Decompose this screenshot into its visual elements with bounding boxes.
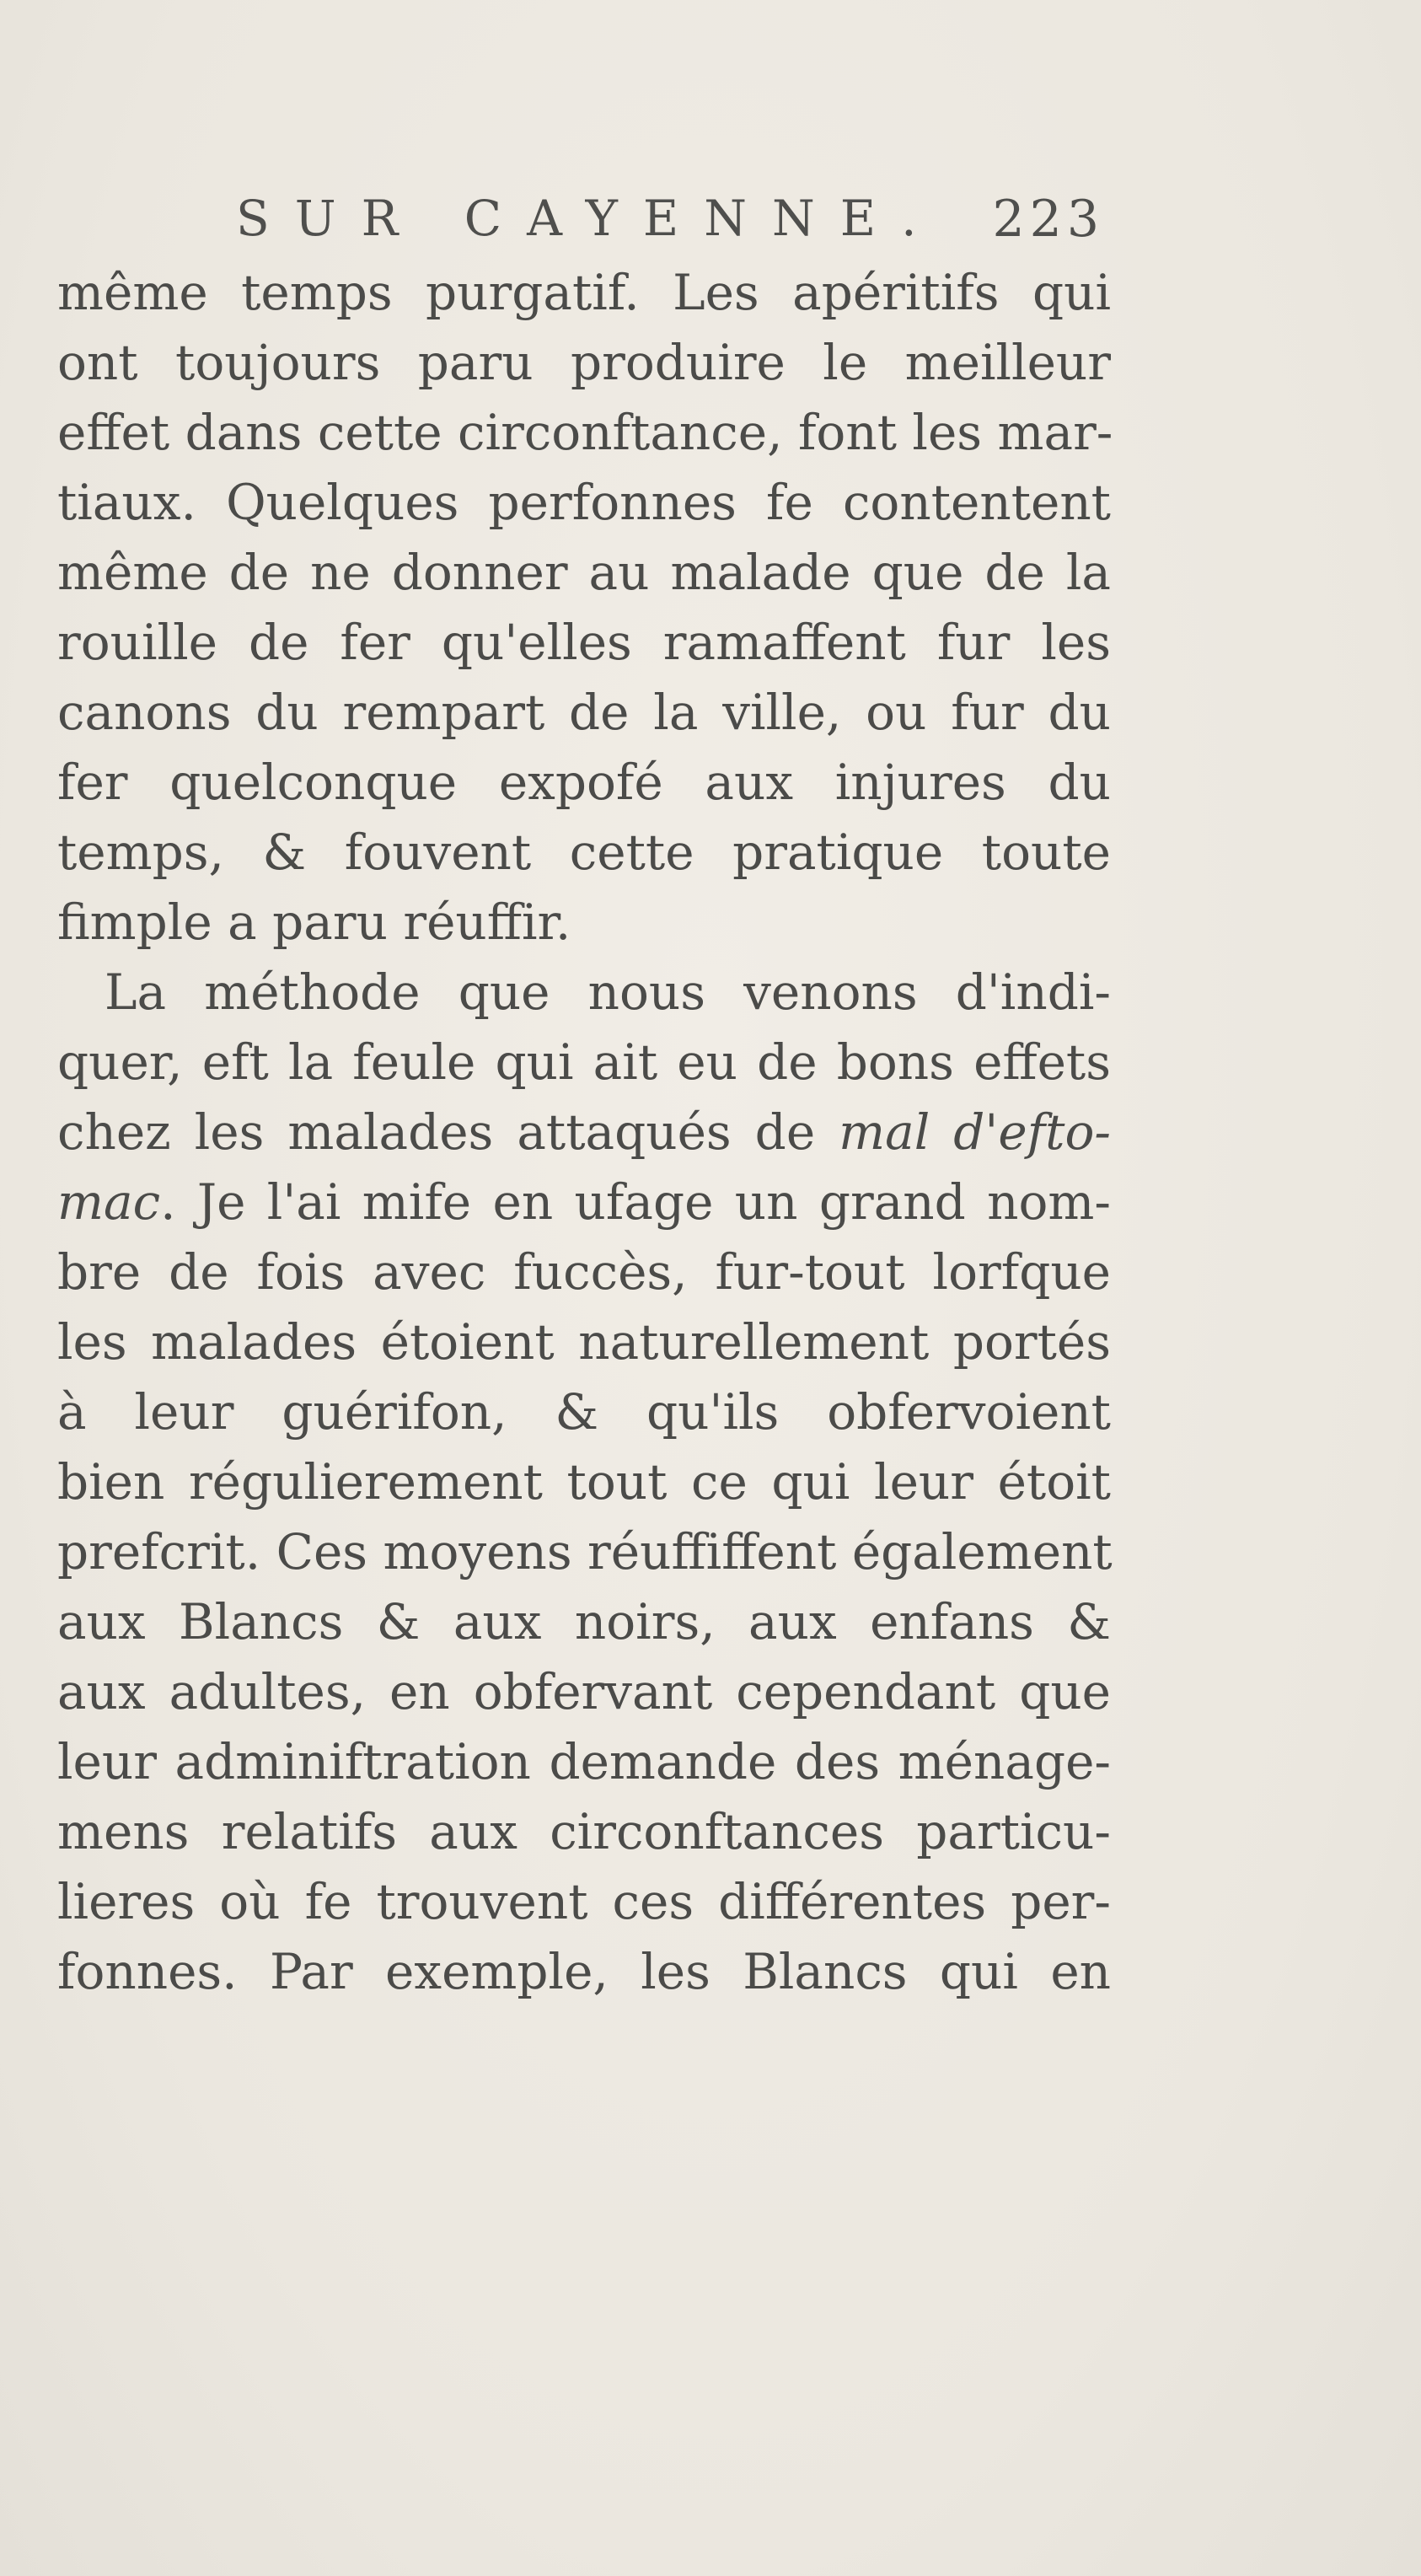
text-line: canons du rempart de la ville, ou fur du [57, 684, 1111, 741]
text-line: fimple a paru réuffir. [57, 894, 571, 951]
text-line: fonnes. Par exemple, les Blancs qui en [57, 1943, 1111, 2000]
text-line: même temps purgatif. Les apéritifs qui [57, 264, 1111, 321]
text-line: fer quelconque expofé aux injures du [57, 754, 1111, 811]
text-line: les malades étoient naturellement portés [57, 1313, 1111, 1371]
text-line: temps, & fouvent cette pratique toute [57, 824, 1111, 881]
italic-term: mac [57, 1173, 161, 1231]
page-number: 223 [992, 190, 1104, 249]
text-line: effet dans cette circonftance, font les mar- [57, 404, 1113, 461]
text-line: bre de fois avec fuccès, fur-tout lorfque [57, 1243, 1111, 1301]
text-line: aux Blancs & aux noirs, aux enfans & [57, 1593, 1111, 1650]
text-line: aux adultes, en obfervant cependant que [57, 1663, 1111, 1720]
text-line: prefcrit. Ces moyens réuffiffent également [57, 1523, 1113, 1580]
page-header [236, 190, 1104, 266]
text-line: mens relatifs aux circonftances particu- [57, 1803, 1111, 1860]
text-line: à leur guérifon, & qu'ils obfervoient [57, 1383, 1111, 1441]
text-line: bien régulierement tout ce qui leur étoit [57, 1453, 1111, 1511]
italic-term: mal d'efto- [839, 1103, 1111, 1161]
text-line [57, 1097, 1111, 1167]
text-line: rouille de fer qu'elles ramaffent fur les [57, 614, 1111, 671]
text-line: tiaux. Quelques perfonnes fe contentent [57, 474, 1111, 531]
text-line: leur adminiftration demande des ménage- [57, 1733, 1111, 1790]
running-title: SUR CAYENNE. [236, 190, 942, 247]
text-line-part: . Je l'ai mife en ufage un grand nom- [160, 1173, 1111, 1231]
text-line [57, 1167, 1111, 1237]
text-line: La méthode que nous venons d'indi- [105, 963, 1111, 1021]
body-text [57, 258, 1111, 2007]
text-line-part: chez les malades attaqués de [57, 1103, 816, 1161]
text-line: quer, eft la feule qui ait eu de bons effets [57, 1033, 1111, 1091]
text-line: même de ne donner au malade que de la [57, 544, 1111, 601]
text-line: lieres où fe trouvent ces différentes per- [57, 1873, 1111, 1930]
text-line: ont toujours paru produire le meilleur [57, 334, 1111, 391]
